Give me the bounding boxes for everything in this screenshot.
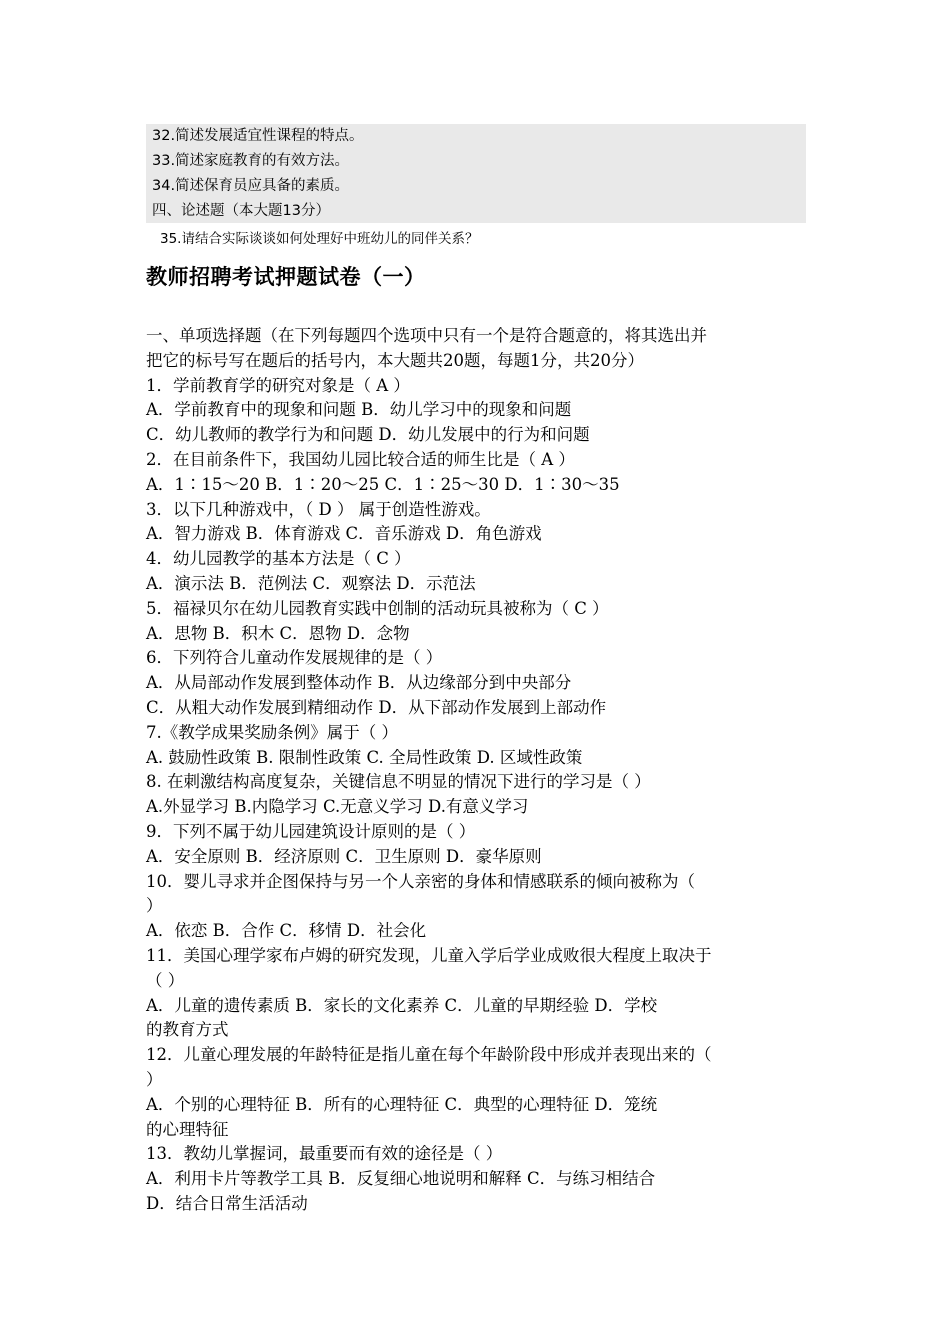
text-line: D．结合日常生活活动 xyxy=(146,1193,308,1213)
text-line: C．幼儿教师的教学行为和问题 D．幼儿发展中的行为和问题 xyxy=(146,425,590,445)
text-line: 12．儿童心理发展的年龄特征是指儿童在每个年龄阶段中形成并表现出来的（ xyxy=(146,1045,712,1065)
text-line: 一、单项选择题（在下列每题四个选项中只有一个是符合题意的，将其选出并 xyxy=(146,326,707,345)
text-line: 10．婴儿寻求并企图保持与另一个人亲密的身体和情感联系的倾向被称为（ xyxy=(146,871,695,891)
text-line: 11．美国心理学家布卢姆的研究发现，儿童入学后学业成败很大程度上取决于 xyxy=(146,945,712,965)
question-32: 32.简述发展适宜性课程的特点。 xyxy=(152,128,364,144)
text-line: A．个别的心理特征 B．所有的心理特征 C．典型的心理特征 D．笼统 xyxy=(146,1094,658,1114)
text-line: 4．幼儿园教学的基本方法是（ C ） xyxy=(146,549,411,569)
text-line: A．1∶15～20 B．1∶20～25 C．1∶25～30 D．1∶30～35 xyxy=(146,474,620,494)
section-four-heading: 四、论述题（本大题13分） xyxy=(152,203,330,219)
text-line: A．学前教育中的现象和问题 B．幼儿学习中的现象和问题 xyxy=(146,400,572,420)
text-line: A．智力游戏 B．体育游戏 C．音乐游戏 D．角色游戏 xyxy=(146,524,542,544)
text-line: A. 鼓励性政策 B. 限制性政策 C. 全局性政策 D. 区域性政策 xyxy=(146,747,583,767)
text-line: ） xyxy=(146,1069,163,1089)
text-line: 的心理特征 xyxy=(146,1119,229,1139)
text-line: 5．福禄贝尔在幼儿园教育实践中创制的活动玩具被称为（ C ） xyxy=(146,598,609,618)
question-35: 35.请结合实际谈谈如何处理好中班幼儿的同伴关系？ xyxy=(160,231,479,247)
text-line: 的教育方式 xyxy=(146,1020,229,1040)
text-line: A．安全原则 B．经济原则 C．卫生原则 D．豪华原则 xyxy=(146,846,542,866)
text-line: A．从局部动作发展到整体动作 B．从边缘部分到中央部分 xyxy=(146,673,572,693)
text-line: 8. 在刺激结构高度复杂，关键信息不明显的情况下进行的学习是（ ） xyxy=(146,772,651,792)
question-33: 33.简述家庭教育的有效方法。 xyxy=(152,153,350,169)
text-line: 13．教幼儿掌握词，最重要而有效的途径是（ ） xyxy=(146,1144,503,1164)
text-line: （ ） xyxy=(146,970,185,990)
text-line: ） xyxy=(146,896,163,916)
text-line: 2．在目前条件下，我国幼儿园比较合适的师生比是（ A ） xyxy=(146,449,575,469)
text-line: A．儿童的遗传素质 B．家长的文化素养 C．儿童的早期经验 D．学校 xyxy=(146,995,658,1015)
text-line: A．利用卡片等教学工具 B．反复细心地说明和解释 C．与练习相结合 xyxy=(146,1169,656,1189)
previous-questions-block xyxy=(146,124,806,223)
text-line: C．从粗大动作发展到精细动作 D．从下部动作发展到上部动作 xyxy=(146,697,607,717)
text-line: A.外显学习 B.内隐学习 C.无意义学习 D.有意义学习 xyxy=(146,797,529,817)
text-line: A．思物 B．积木 C．恩物 D．念物 xyxy=(146,623,410,643)
question-list xyxy=(146,324,810,1217)
exam-title: 教师招聘考试押题试卷（一） xyxy=(146,265,426,289)
text-line: 9．下列不属于幼儿园建筑设计原则的是（ ） xyxy=(146,821,476,841)
text-line: 3．以下几种游戏中，（ D ） 属于创造性游戏。 xyxy=(146,499,491,519)
question-34: 34.简述保育员应具备的素质。 xyxy=(152,178,350,194)
text-line: A．依恋 B．合作 C．移情 D．社会化 xyxy=(146,921,427,941)
text-line: 6．下列符合儿童动作发展规律的是（ ） xyxy=(146,648,443,668)
text-line: 1．学前教育学的研究对象是（ A ） xyxy=(146,375,410,395)
text-line: 把它的标号写在题后的括号内，本大题共20题，每题1分，共20分） xyxy=(146,350,644,370)
text-line: A．演示法 B．范例法 C．观察法 D．示范法 xyxy=(146,573,476,593)
text-line: 7.《教学成果奖励条例》属于（ ） xyxy=(146,722,398,742)
